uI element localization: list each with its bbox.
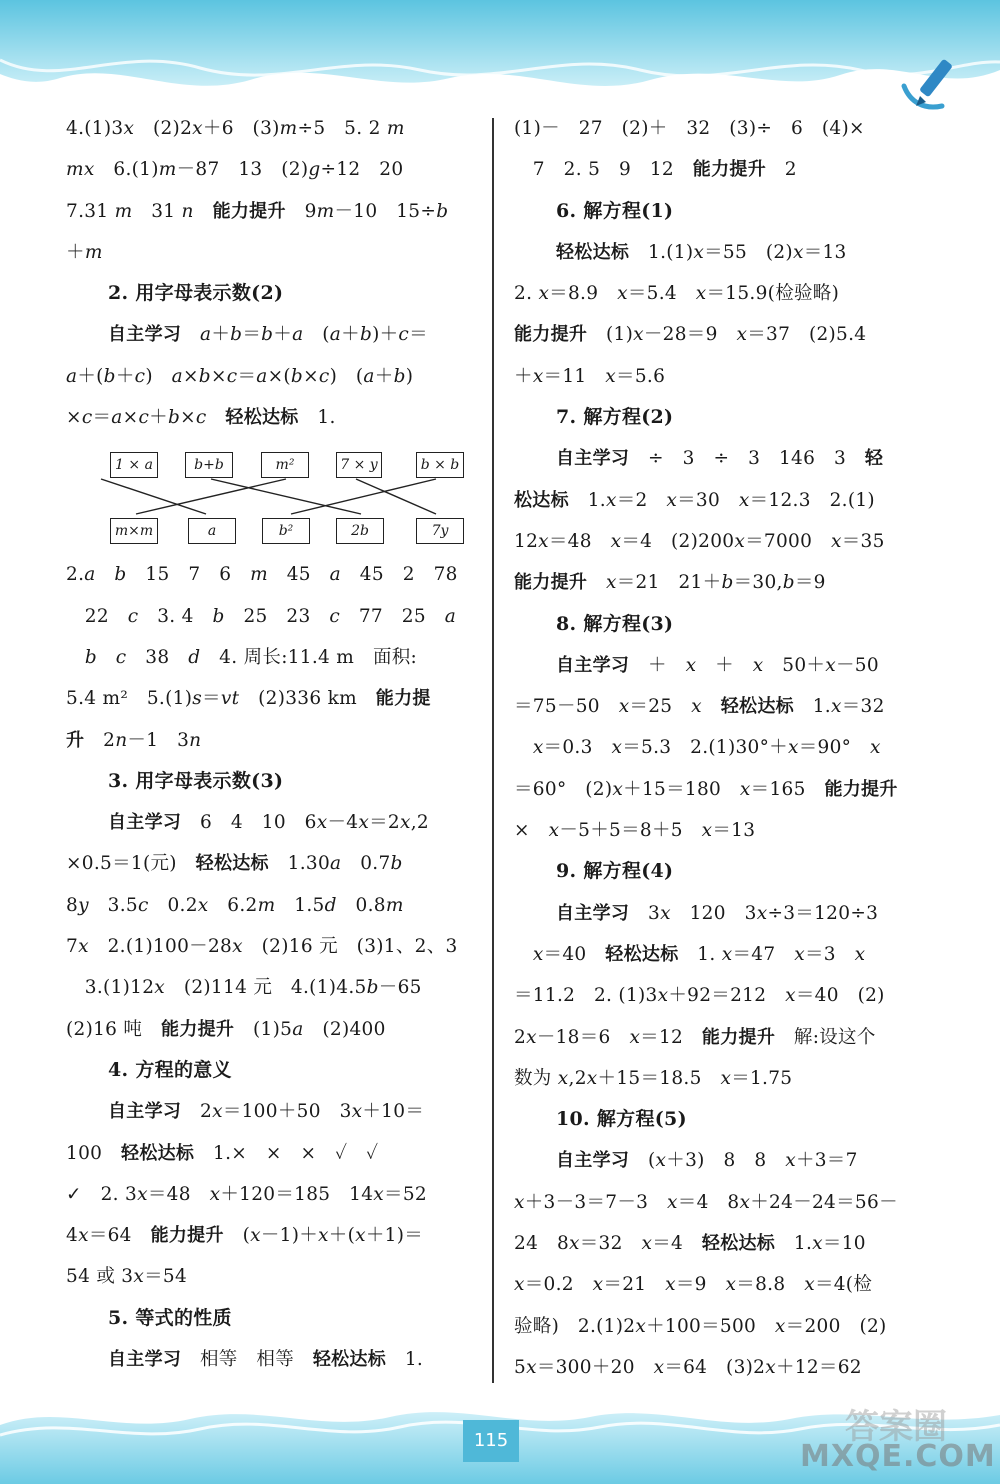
- answer-line: 数为 x,2x＋15＝18.5 x＝1.75: [514, 1067, 793, 1089]
- answer-line: 22 c 3. 4 b 25 23 c 77 25 a: [66, 605, 457, 627]
- right-column: [514, 108, 922, 1388]
- page-number: 115: [463, 1420, 519, 1462]
- answer-line: 3.(1)12x (2)114 元 4.(1)4.5b－65: [66, 977, 422, 999]
- answer-line: 8y 3.5c 0.2x 6.2m 1.5d 0.8m: [66, 894, 404, 916]
- match-bottom-box: 7y: [416, 518, 464, 544]
- answer-line: 7 2. 5 9 12 能力提升 2: [514, 159, 797, 181]
- column-divider: [492, 118, 494, 1383]
- section-title: 4. 方程的意义: [108, 1058, 232, 1081]
- answer-line: 2.a b 15 7 6 m 45 a 45 2 78: [66, 564, 458, 586]
- answer-line: x＝0.3 x＝5.3 2.(1)30°＋x＝90° x: [532, 737, 881, 759]
- answer-line: 自主学习 相等 相等 轻松达标 1.: [108, 1349, 424, 1371]
- answer-line: ＋x＝11 x＝5.6: [514, 365, 666, 387]
- section-title: 9. 解方程(4): [556, 860, 674, 883]
- answer-line: ×c＝a×c＋b×c 轻松达标 1.: [66, 407, 336, 429]
- matching-diagram: [66, 442, 474, 554]
- answer-line: 自主学习 3x 120 3x÷3＝120÷3: [556, 902, 879, 924]
- answer-line: x＝40 轻松达标 1. x＝47 x＝3 x: [532, 943, 866, 965]
- pen-icon: [896, 52, 966, 116]
- answer-line: 能力提升 (1)x－28＝9 x＝37 (2)5.4: [514, 324, 867, 346]
- match-top-box: b × b: [416, 452, 464, 478]
- answer-line: 100 轻松达标 1.× × × ✓ ✓: [66, 1142, 379, 1164]
- match-top-box: 7 × y: [336, 452, 382, 478]
- match-bottom-box: 2b: [336, 518, 384, 544]
- answer-line: ✓ 2. 3x＝48 x＋120＝185 14x＝52: [66, 1183, 427, 1205]
- match-bottom-box: m×m: [110, 518, 158, 544]
- answer-line: x＝0.2 x＝21 x＝9 x＝8.8 x＝4(检: [514, 1274, 873, 1296]
- match-bottom-box: a: [188, 518, 236, 544]
- section-title: 5. 等式的性质: [108, 1306, 232, 1329]
- answer-line: ＝60° (2)x＋15＝180 x＝165 能力提升: [514, 778, 898, 800]
- section-title: 6. 解方程(1): [556, 199, 674, 222]
- match-top-box: b+b: [185, 452, 233, 478]
- answer-line: 4x＝64 能力提升 (x－1)＋x＋(x＋1)＝: [66, 1225, 424, 1247]
- answer-line: 轻松达标 1.(1)x＝55 (2)x＝13: [556, 241, 847, 263]
- section-title: 7. 解方程(2): [556, 406, 674, 429]
- answer-line: (1)－ 27 (2)＋ 32 (3)÷ 6 (4)×: [514, 118, 865, 139]
- answer-line: 自主学习 a＋b＝b＋a (a＋b)＋c＝: [108, 324, 428, 346]
- answer-line: 2. x＝8.9 x＝5.4 x＝15.9(检验略): [514, 283, 840, 305]
- section-title: 2. 用字母表示数(2): [108, 282, 284, 305]
- answer-line: a＋(b＋c) a×b×c＝a×(b×c) (a＋b): [66, 365, 414, 387]
- watermark-url: MXQE.COM: [800, 1439, 996, 1474]
- answer-line: b c 38 d 4. 周长:11.4 m 面积:: [84, 646, 418, 668]
- answer-line: ×0.5＝1(元) 轻松达标 1.30a 0.7b: [66, 853, 403, 875]
- answer-line: (2)16 吨 能力提升 (1)5a (2)400: [66, 1018, 386, 1040]
- watermark-title: 答案圈: [845, 1407, 947, 1447]
- answer-line: ＋m: [66, 241, 103, 263]
- answer-line: 自主学习 ÷ 3 ÷ 3 146 3 轻: [556, 448, 884, 470]
- answer-line: 5.4 m² 5.(1)s＝vt (2)336 km 能力提: [66, 688, 431, 710]
- answer-line: mx 6.(1)m－87 13 (2)g÷12 20: [66, 159, 404, 181]
- answer-line: 自主学习 2x＝100＋50 3x＋10＝: [108, 1101, 425, 1123]
- answer-line: x＋3－3＝7－3 x＝4 8x＋24－24＝56－: [514, 1191, 898, 1213]
- answer-line: 7x 2.(1)100－28x (2)16 元 (3)1、2、3: [66, 936, 458, 958]
- answer-line: 自主学习 ＋ x ＋ x 50＋x－50: [556, 654, 879, 676]
- section-title: 10. 解方程(5): [556, 1108, 687, 1131]
- answer-line: ＝75－50 x＝25 x 轻松达标 1.x＝32: [514, 696, 885, 718]
- match-top-box: m²: [261, 452, 309, 478]
- answer-line: 松达标 1.x＝2 x＝30 x＝12.3 2.(1): [514, 489, 875, 511]
- watermark-logo: [800, 1395, 996, 1480]
- answer-line: 能力提升 x＝21 21＋b＝30,b＝9: [514, 572, 826, 594]
- answer-line: 7.31 m 31 n 能力提升 9m－10 15÷b: [66, 200, 449, 222]
- answer-line: × x－5＋5＝8＋5 x＝13: [514, 820, 756, 842]
- answer-line: 自主学习 (x＋3) 8 8 x＋3＝7: [556, 1150, 858, 1172]
- answer-line: 2x－18＝6 x＝12 能力提升 解:设这个: [514, 1026, 876, 1048]
- match-top-box: 1 × a: [110, 452, 158, 478]
- answer-line: 验略) 2.(1)2x＋100＝500 x＝200 (2): [514, 1315, 887, 1337]
- section-title: 8. 解方程(3): [556, 612, 674, 635]
- match-bottom-box: b²: [262, 518, 310, 544]
- left-column: [66, 108, 474, 1380]
- answer-line: 5x＝300＋20 x＝64 (3)2x＋12＝62: [514, 1356, 862, 1378]
- answer-line: 24 8x＝32 x＝4 轻松达标 1.x＝10: [514, 1233, 866, 1255]
- answer-line: 自主学习 6 4 10 6x－4x＝2x,2: [108, 812, 429, 834]
- answer-line: 12x＝48 x＝4 (2)200x＝7000 x＝35: [514, 530, 885, 552]
- answer-line: ＝11.2 2. (1)3x＋92＝212 x＝40 (2): [514, 985, 885, 1007]
- answer-line: 4.(1)3x (2)2x＋6 (3)m÷5 5. 2 m: [66, 118, 405, 139]
- section-title: 3. 用字母表示数(3): [108, 769, 284, 792]
- top-wave-banner: [0, 0, 1000, 110]
- answer-line: 54 或 3x＝54: [66, 1266, 188, 1288]
- answer-line: 升 2n－1 3n: [66, 729, 202, 751]
